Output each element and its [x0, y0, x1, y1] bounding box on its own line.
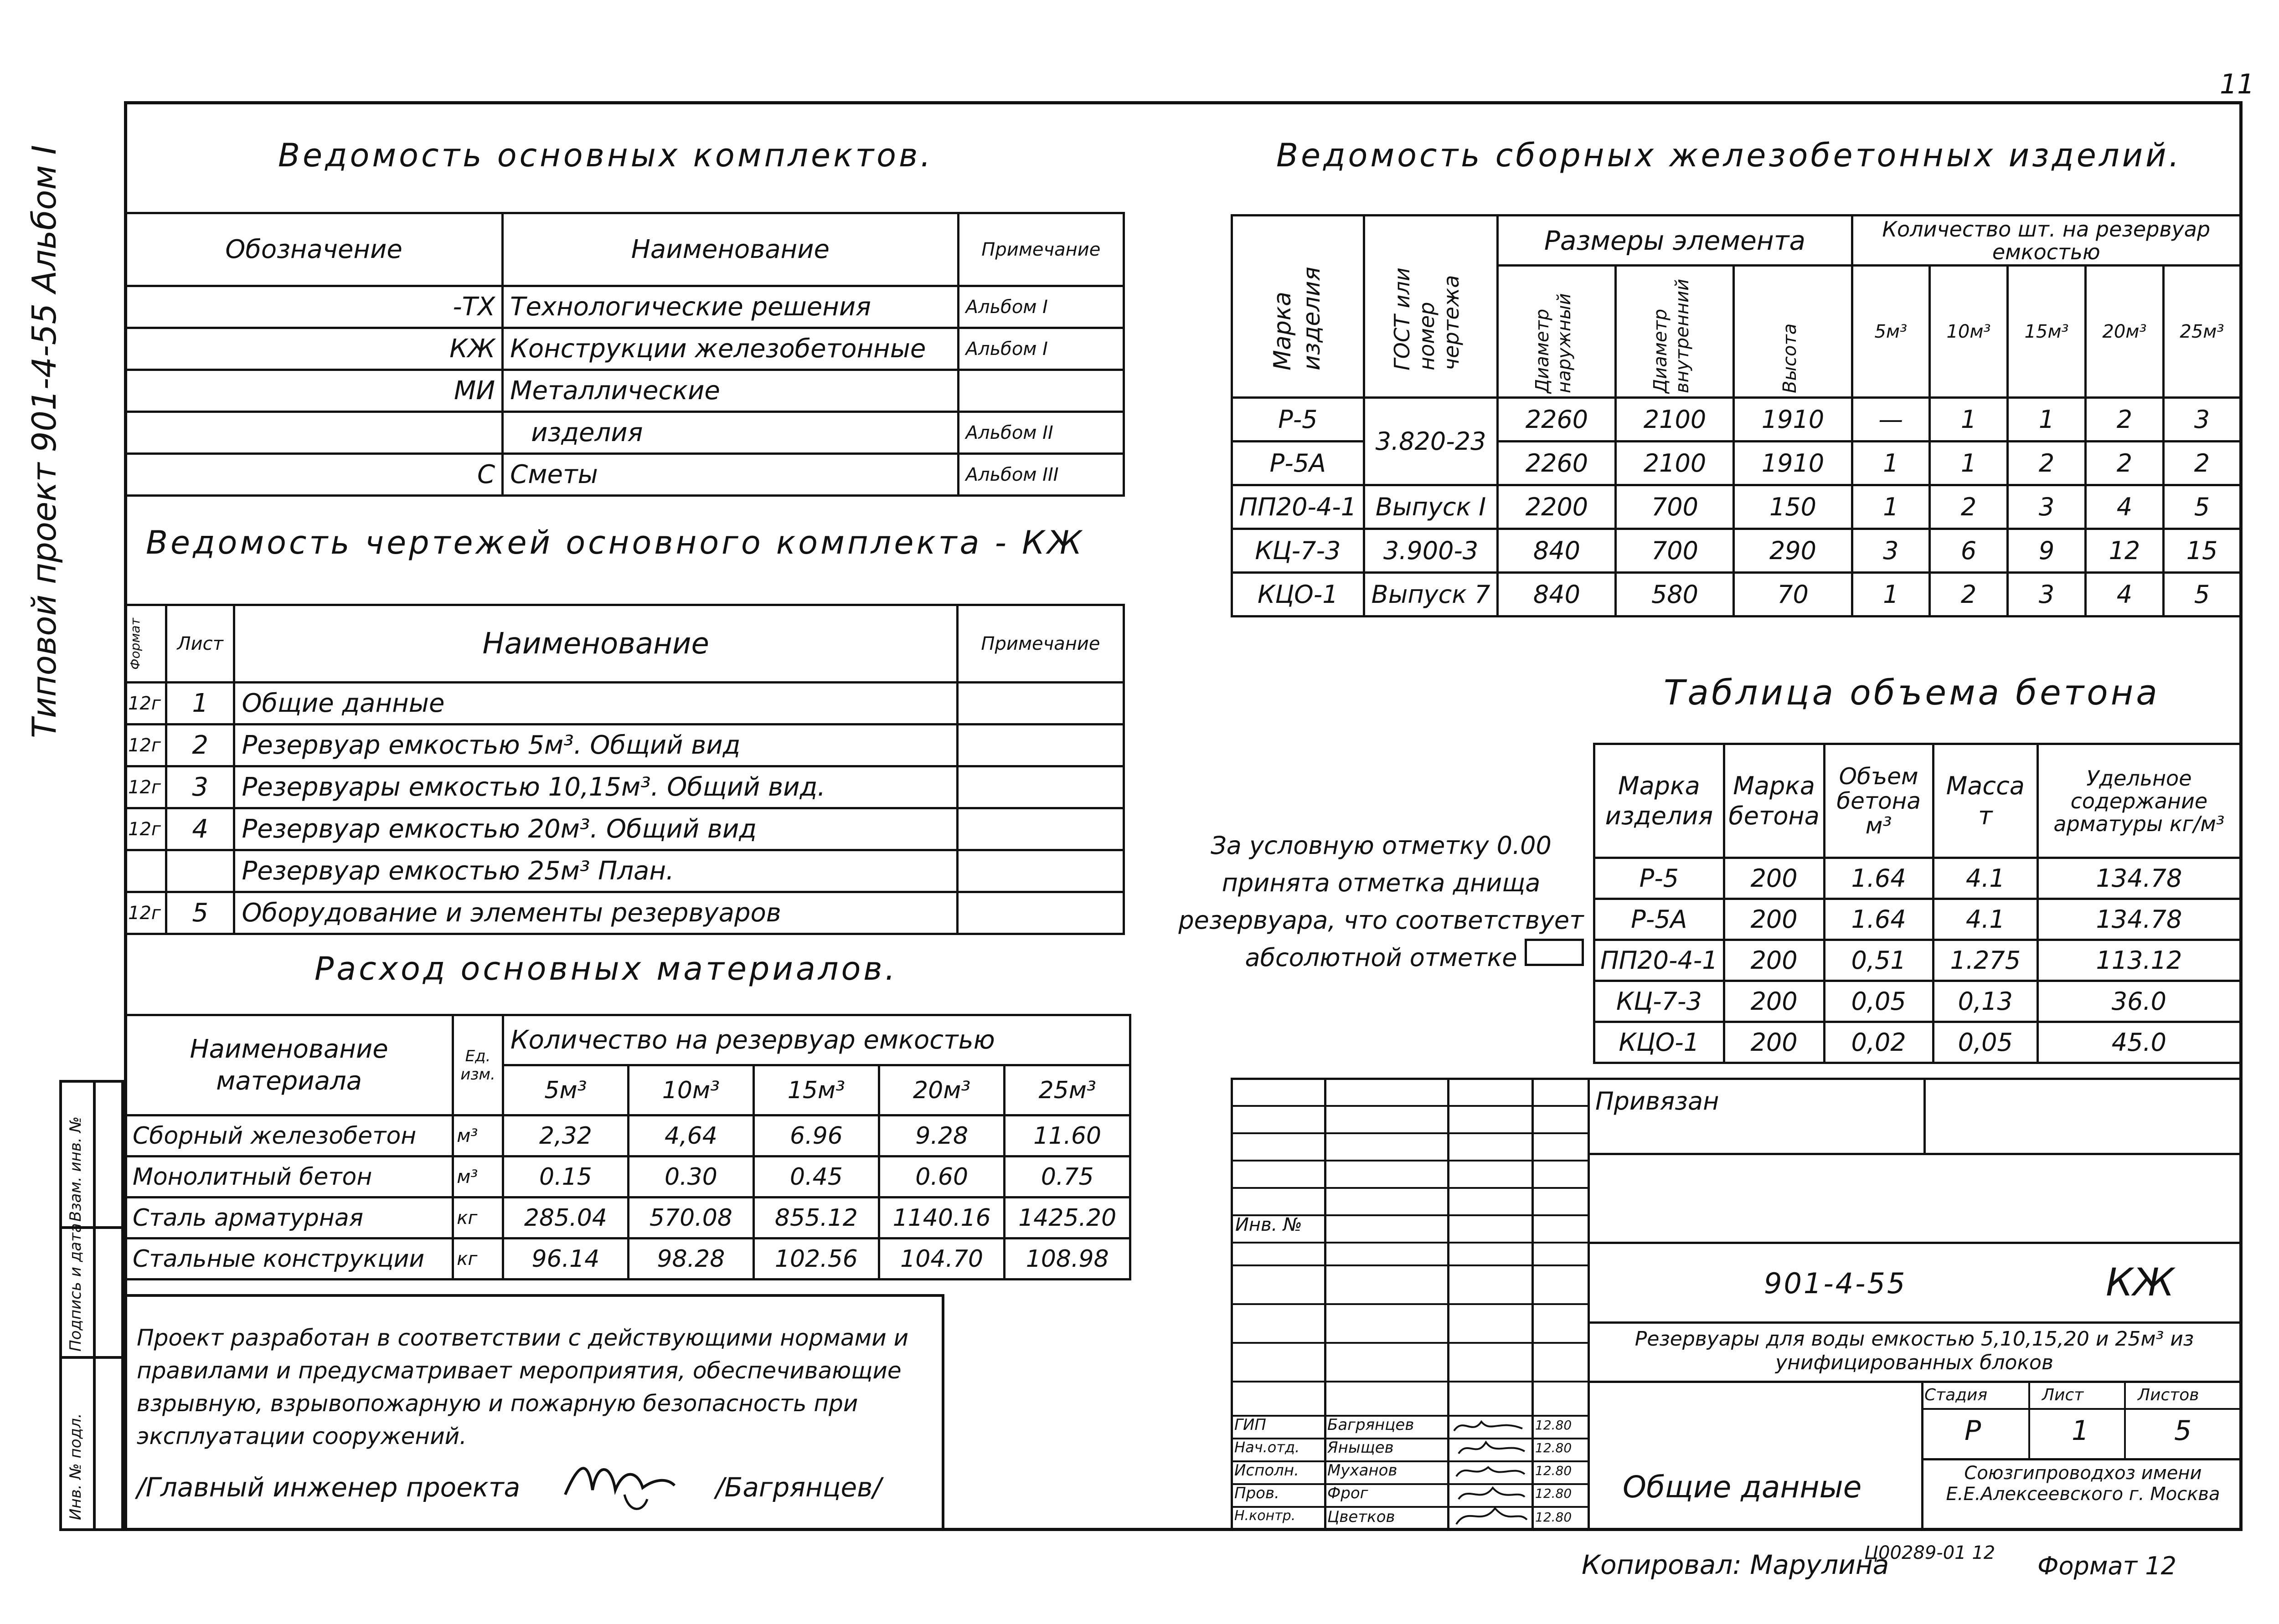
- precast-qty-15: 15м³: [2008, 266, 2086, 398]
- materials-cell: 2,32: [503, 1115, 628, 1156]
- precast-cell: 840: [1498, 529, 1616, 573]
- precast-cell: 2: [2085, 398, 2163, 442]
- stamp-name-gip: Багрянцев: [1327, 1416, 1414, 1434]
- materials-cell: 11.60: [1005, 1115, 1130, 1156]
- precast-cell: —: [1852, 398, 1930, 442]
- precast-cell: 3: [2008, 485, 2086, 529]
- stamp-signatures: [1449, 1415, 1531, 1531]
- stamp: [1231, 1078, 2242, 1531]
- materials-cell: 0.75: [1005, 1156, 1130, 1197]
- materials-cell: кг: [453, 1197, 503, 1239]
- concrete-cell: КЦО-1: [1594, 1022, 1724, 1063]
- drawings-cell: 3: [166, 766, 234, 808]
- precast-cell: 70: [1734, 573, 1852, 617]
- complects-cell: Сметы: [503, 454, 958, 496]
- concrete-cell: 1.64: [1824, 899, 1933, 940]
- precast-cell: 5: [2163, 485, 2240, 529]
- materials-header-name: Наименование материала: [125, 1015, 453, 1115]
- materials-cell: 1140.16: [879, 1197, 1005, 1239]
- drawings-cell: 1: [166, 683, 234, 725]
- stamp-name-ispoln: Муханов: [1327, 1461, 1397, 1480]
- stamp-date-nkontr: 12.80: [1535, 1510, 1572, 1525]
- side-label: Типовой проект 901-4-55 Альбом I: [25, 145, 63, 738]
- concrete-cell: 0,05: [1824, 981, 1933, 1022]
- drawings-cell: [125, 850, 166, 892]
- precast-cell: 2100: [1616, 442, 1734, 485]
- materials-cell: 104.70: [879, 1239, 1005, 1280]
- materials-table: [124, 1014, 1131, 1280]
- stamp-role-nach: Нач.отд.: [1234, 1439, 1300, 1456]
- complects-cell: Металлические: [503, 370, 958, 412]
- drawings-table: [124, 604, 1125, 935]
- concrete-cell: 200: [1724, 1022, 1824, 1063]
- stamp-stage-label: Стадия: [1924, 1386, 1988, 1404]
- precast-cell: Р-5: [1232, 398, 1364, 442]
- complects-cell: МИ: [125, 370, 503, 412]
- precast-cell: 580: [1616, 573, 1734, 617]
- precast-cell: 12: [2085, 529, 2163, 573]
- concrete-cell: 134.78: [2037, 858, 2240, 899]
- stamp-role-prov: Пров.: [1234, 1484, 1279, 1502]
- materials-cell: 855.12: [753, 1197, 879, 1239]
- precast-size-inner: Диаметр внутренний: [1650, 278, 1693, 393]
- complects-header-designation: Обозначение: [125, 213, 503, 286]
- concrete-cell: 1.275: [1933, 940, 2037, 981]
- materials-cell: 0.15: [503, 1156, 628, 1197]
- precast-cell: ПП20-4-1: [1232, 485, 1364, 529]
- precast-qty-5: 5м³: [1852, 266, 1930, 398]
- precast-cell: 150: [1734, 485, 1852, 529]
- concrete-cell: 200: [1724, 940, 1824, 981]
- materials-sub-15: 15м³: [753, 1065, 879, 1115]
- complects-cell: Конструкции железобетонные: [503, 328, 958, 370]
- precast-cell: 2260: [1498, 442, 1616, 485]
- concrete-cell: 4.1: [1933, 858, 2037, 899]
- stamp-role-nkontr: Н.контр.: [1234, 1508, 1296, 1524]
- materials-cell: 6.96: [753, 1115, 879, 1156]
- precast-cell: КЦО-1: [1232, 573, 1364, 617]
- complects-cell: Альбом I: [958, 286, 1124, 328]
- complects-cell: КЖ: [125, 328, 503, 370]
- complects-cell: С: [125, 454, 503, 496]
- precast-cell: 6: [1930, 529, 2008, 573]
- materials-cell: 0.45: [753, 1156, 879, 1197]
- concrete-cell: 0,13: [1933, 981, 2037, 1022]
- concrete-cell: 200: [1724, 981, 1824, 1022]
- precast-cell: 1: [1852, 485, 1930, 529]
- materials-cell: 102.56: [753, 1239, 879, 1280]
- stamp-date-gip: 12.80: [1535, 1418, 1572, 1433]
- precast-gost-cell: 3.900-3: [1364, 529, 1498, 573]
- materials-cell: 1425.20: [1005, 1197, 1130, 1239]
- drawings-cell: [957, 683, 1124, 725]
- precast-cell: 4: [2085, 573, 2163, 617]
- precast-cell: 2: [1930, 573, 2008, 617]
- complects-cell: Технологические решения: [503, 286, 958, 328]
- drawings-cell: Резервуар емкостью 5м³. Общий вид: [234, 725, 957, 766]
- materials-cell: 0.30: [628, 1156, 753, 1197]
- left-strip: [59, 1080, 124, 1531]
- drawings-cell: 12г: [125, 725, 166, 766]
- precast-qty-25: 25м³: [2163, 266, 2240, 398]
- materials-cell: Монолитный бетон: [125, 1156, 453, 1197]
- stamp-date-prov: 12.80: [1535, 1486, 1572, 1501]
- concrete-cell: 0,05: [1933, 1022, 2037, 1063]
- complects-cell: [958, 370, 1124, 412]
- precast-gost-cell: Выпуск 7: [1364, 573, 1498, 617]
- precast-gost-cell: 3.820-23: [1364, 398, 1498, 485]
- precast-title: Ведомость сборных железобетонных изделий.: [1276, 137, 2182, 174]
- precast-size-outer: Диаметр наружный: [1532, 293, 1575, 393]
- footer-order: Ц00289-01 12: [1864, 1542, 1995, 1563]
- drawings-header-name: Наименование: [234, 605, 957, 683]
- drawings-cell: [957, 892, 1124, 934]
- precast-cell: 2200: [1498, 485, 1616, 529]
- stamp-stage: Р: [1964, 1415, 1981, 1447]
- precast-cell: 1: [1930, 442, 2008, 485]
- complects-cell: Альбом III: [958, 454, 1124, 496]
- drawings-cell: [166, 850, 234, 892]
- materials-cell: 0.60: [879, 1156, 1005, 1197]
- precast-gost-cell: Выпуск I: [1364, 485, 1498, 529]
- drawings-cell: Резервуар емкостью 20м³. Общий вид: [234, 808, 957, 850]
- materials-cell: кг: [453, 1239, 503, 1280]
- concrete-cell: 1.64: [1824, 858, 1933, 899]
- footer-copied: Копировал: Марулина: [1582, 1549, 1889, 1580]
- concrete-header-mass: Масса т: [1933, 744, 2037, 858]
- stamp-inv-no: Инв. №: [1235, 1214, 1302, 1235]
- stamp-description: Резервуары для воды емкостью 5,10,15,20 и 25м³ из унифицированных блоков: [1634, 1327, 2194, 1374]
- drawings-cell: 12г: [125, 766, 166, 808]
- drawings-cell: [957, 808, 1124, 850]
- drawings-cell: [957, 850, 1124, 892]
- drawings-cell: 5: [166, 892, 234, 934]
- concrete-cell: 200: [1724, 858, 1824, 899]
- concrete-cell: Р-5: [1594, 858, 1724, 899]
- drawings-header-note: Примечание: [957, 605, 1124, 683]
- drawings-cell: 12г: [125, 892, 166, 934]
- precast-header-sizes: Размеры элемента: [1498, 216, 1852, 266]
- complects-header-name: Наименование: [503, 213, 958, 286]
- concrete-title: Таблица объема бетона: [1664, 672, 2160, 713]
- precast-cell: 700: [1616, 485, 1734, 529]
- materials-sub-10: 10м³: [628, 1065, 753, 1115]
- compliance-text: Проект разработан в соответствии с действующими нормами и правилами и предусматривает мероприятия, обеспечивающие взрывную, взрывопожарную и пожарную безопасность при эксплуатации сооружений.: [137, 1325, 909, 1449]
- precast-cell: 2260: [1498, 398, 1616, 442]
- complects-header-note: Примечание: [958, 213, 1124, 286]
- compliance-signature-name: /Багрянцев/: [716, 1472, 882, 1503]
- drawings-header-format: Формат: [128, 617, 143, 670]
- precast-cell: 5: [2163, 573, 2240, 617]
- concrete-header-rebar: Удельное содержание арматуры кг/м³: [2037, 744, 2240, 858]
- precast-cell: 9: [2008, 529, 2086, 573]
- drawings-title: Ведомость чертежей основного комплекта - КЖ: [146, 524, 1085, 561]
- drawings-cell: 12г: [125, 683, 166, 725]
- precast-header-mark: Марка изделия: [1269, 266, 1326, 370]
- complects-cell: изделия: [503, 412, 958, 454]
- stamp-privyazan: Привязан: [1595, 1087, 1719, 1115]
- stamp-date-ispoln: 12.80: [1535, 1463, 1572, 1478]
- stamp-project-code: 901-4-55: [1764, 1267, 1907, 1300]
- precast-header-gost: ГОСТ или номер чертежа: [1390, 267, 1464, 370]
- precast-qty-20: 20м³: [2085, 266, 2163, 398]
- precast-cell: 840: [1498, 573, 1616, 617]
- concrete-cell: 0,51: [1824, 940, 1933, 981]
- stamp-mark: КЖ: [2106, 1260, 2175, 1305]
- precast-cell: 1: [2008, 398, 2086, 442]
- materials-title: Расход основных материалов.: [315, 950, 898, 987]
- precast-cell: 290: [1734, 529, 1852, 573]
- drawings-cell: Оборудование и элементы резервуаров: [234, 892, 957, 934]
- drawings-cell: Резервуары емкостью 10,15м³. Общий вид.: [234, 766, 957, 808]
- materials-cell: м³: [453, 1156, 503, 1197]
- concrete-cell: КЦ-7-3: [1594, 981, 1724, 1022]
- materials-cell: 108.98: [1005, 1239, 1130, 1280]
- drawings-header-sheet: Лист: [166, 605, 234, 683]
- complects-cell: Альбом II: [958, 412, 1124, 454]
- strip-inv-podl: Инв. № подл.: [67, 1413, 85, 1520]
- concrete-cell: ПП20-4-1: [1594, 940, 1724, 981]
- concrete-cell: 200: [1724, 899, 1824, 940]
- materials-cell: 285.04: [503, 1197, 628, 1239]
- stamp-org: Союзгипроводхоз имени Е.Е.Алексеевского г. Москва: [1946, 1463, 2220, 1505]
- precast-cell: 4: [2085, 485, 2163, 529]
- materials-cell: 570.08: [628, 1197, 753, 1239]
- precast-qty-10: 10м³: [1930, 266, 2008, 398]
- drawings-cell: Общие данные: [234, 683, 957, 725]
- precast-cell: Р-5А: [1232, 442, 1364, 485]
- concrete-table: [1593, 743, 2242, 1064]
- concrete-cell: 113.12: [2037, 940, 2240, 981]
- footer-format: Формат 12: [2037, 1552, 2176, 1580]
- stamp-date-nach: 12.80: [1535, 1440, 1572, 1455]
- stamp-name-prov: Фрог: [1327, 1484, 1368, 1502]
- complects-cell: [125, 412, 503, 454]
- concrete-header-mark: Марка изделия: [1594, 744, 1724, 858]
- stamp-sheet-title: Общие данные: [1623, 1470, 1862, 1505]
- concrete-cell: 0,02: [1824, 1022, 1933, 1063]
- precast-table: [1231, 214, 2242, 617]
- precast-cell: КЦ-7-3: [1232, 529, 1364, 573]
- complects-cell: -ТХ: [125, 286, 503, 328]
- drawings-cell: 12г: [125, 808, 166, 850]
- concrete-header-volume: Объем бетона м³: [1824, 744, 1933, 858]
- stamp-sheets: 5: [2174, 1415, 2192, 1447]
- concrete-cell: 134.78: [2037, 899, 2240, 940]
- complects-table: [124, 212, 1125, 497]
- materials-header-qty: Количество на резервуар емкостью: [503, 1015, 1130, 1065]
- precast-cell: 2: [2085, 442, 2163, 485]
- drawings-cell: 4: [166, 808, 234, 850]
- materials-cell: 96.14: [503, 1239, 628, 1280]
- complects-cell: Альбом I: [958, 328, 1124, 370]
- materials-cell: 4,64: [628, 1115, 753, 1156]
- precast-cell: 3: [1852, 529, 1930, 573]
- precast-cell: 700: [1616, 529, 1734, 573]
- page-number: 11: [2220, 68, 2255, 100]
- stamp-sheet: 1: [2072, 1415, 2089, 1447]
- precast-cell: 1: [1930, 398, 2008, 442]
- concrete-cell: 4.1: [1933, 899, 2037, 940]
- stamp-name-nkontr: Цветков: [1327, 1508, 1395, 1526]
- materials-header-unit: Ед. изм.: [453, 1015, 503, 1115]
- precast-cell: 3: [2008, 573, 2086, 617]
- stamp-role-ispoln: Исполн.: [1234, 1461, 1299, 1480]
- drawings-cell: [957, 766, 1124, 808]
- precast-cell: 2: [2163, 442, 2240, 485]
- compliance-signature-line: /Главный инженер проекта: [137, 1472, 521, 1503]
- precast-cell: 15: [2163, 529, 2240, 573]
- drawings-cell: [957, 725, 1124, 766]
- precast-cell: 1: [1852, 442, 1930, 485]
- materials-cell: 9.28: [879, 1115, 1005, 1156]
- strip-sign-date: Подпись и дата: [67, 1223, 85, 1352]
- materials-cell: 98.28: [628, 1239, 753, 1280]
- stamp-sheets-label: Листов: [2138, 1386, 2199, 1404]
- concrete-cell: 36.0: [2037, 981, 2240, 1022]
- concrete-cell: Р-5А: [1594, 899, 1724, 940]
- stamp-sheet-label: Лист: [2042, 1386, 2084, 1404]
- concrete-cell: 45.0: [2037, 1022, 2240, 1063]
- materials-cell: Стальные конструкции: [125, 1239, 453, 1280]
- precast-cell: 2: [2008, 442, 2086, 485]
- materials-sub-5: 5м³: [503, 1065, 628, 1115]
- stamp-role-gip: ГИП: [1234, 1416, 1266, 1434]
- complects-title: Ведомость основных комплектов.: [278, 137, 933, 174]
- stamp-name-nach: Яныщев: [1327, 1439, 1394, 1457]
- concrete-header-grade: Марка бетона: [1724, 744, 1824, 858]
- precast-cell: 1910: [1734, 442, 1852, 485]
- drawings-cell: 2: [166, 725, 234, 766]
- materials-sub-25: 25м³: [1005, 1065, 1130, 1115]
- precast-header-qty: Количество шт. на резервуар емкостью: [1852, 216, 2241, 266]
- materials-cell: Сборный железобетон: [125, 1115, 453, 1156]
- precast-size-height: Высота: [1779, 323, 1801, 393]
- drawings-cell: Резервуар емкостью 25м³ План.: [234, 850, 957, 892]
- materials-sub-20: 20м³: [879, 1065, 1005, 1115]
- precast-cell: 3: [2163, 398, 2240, 442]
- strip-vzam-inv: Взам. инв. №: [67, 1116, 85, 1222]
- elevation-blank-box: [1525, 939, 1584, 966]
- materials-cell: Сталь арматурная: [125, 1197, 453, 1239]
- precast-cell: 2: [1930, 485, 2008, 529]
- elevation-note: За условную отметку 0.00 принята отметка днища резервуара, что соответствует абсолютной отметке: [1178, 831, 1584, 972]
- materials-cell: м³: [453, 1115, 503, 1156]
- precast-cell: 1910: [1734, 398, 1852, 442]
- precast-cell: 2100: [1616, 398, 1734, 442]
- precast-cell: 1: [1852, 573, 1930, 617]
- chief-engineer-signature: [561, 1444, 679, 1517]
